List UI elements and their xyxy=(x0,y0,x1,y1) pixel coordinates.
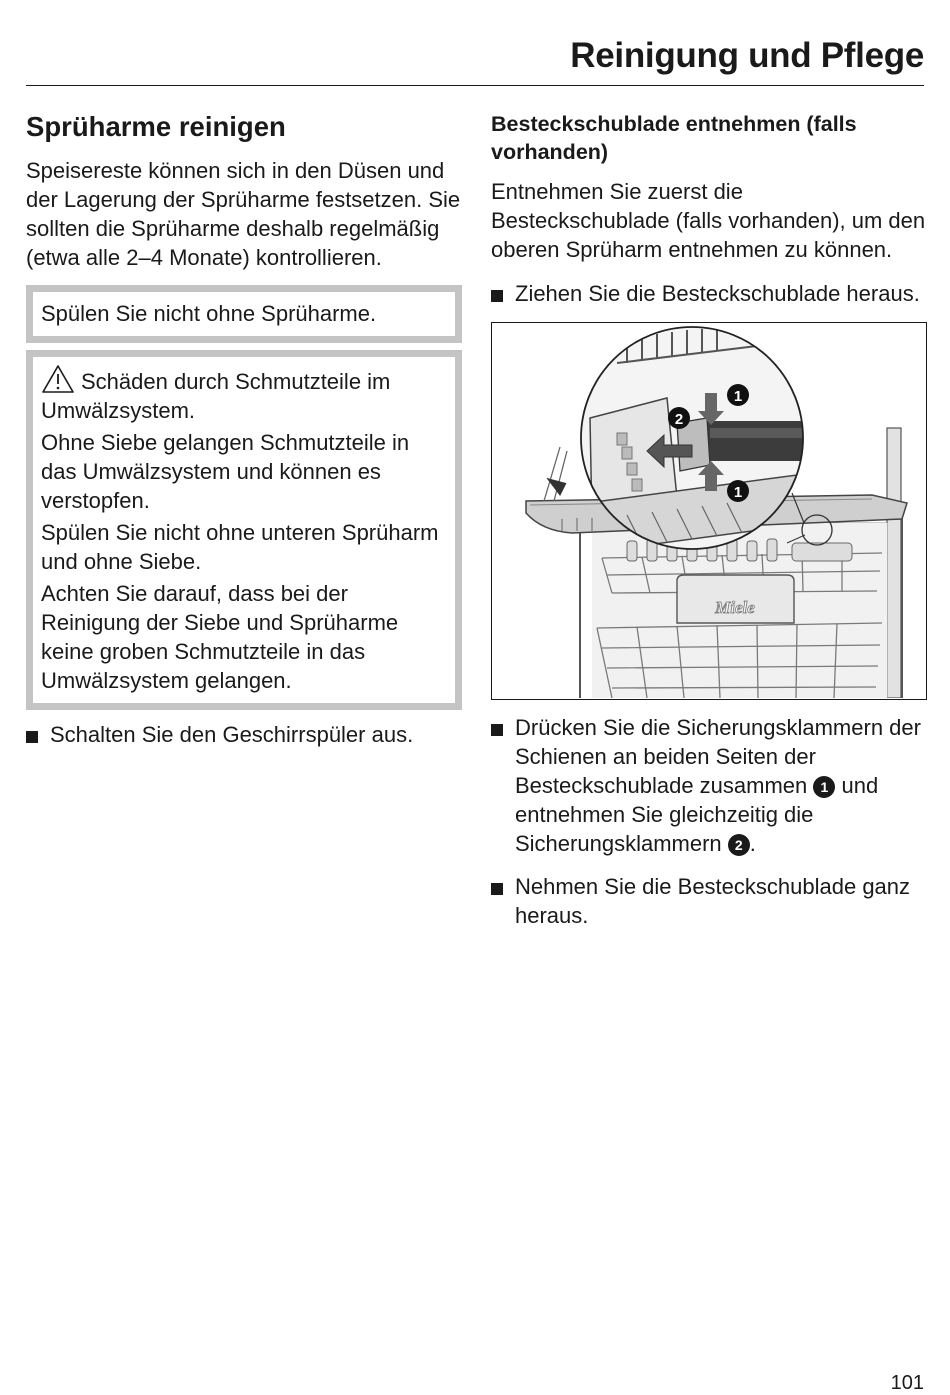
subsection-heading: Besteckschublade entnehmen (falls vorhanden) xyxy=(491,112,857,164)
step-bullet xyxy=(491,872,927,930)
step-bullet xyxy=(491,279,927,308)
brand-logo: Miele xyxy=(715,598,755,617)
step-text: Nehmen Sie die Besteckschublade ganz heraus. xyxy=(515,874,911,928)
dishwasher-drawing xyxy=(492,323,925,698)
svg-text:1: 1 xyxy=(733,388,743,405)
svg-text:2: 2 xyxy=(674,411,684,428)
warning-paragraph: Achten Sie darauf, dass bei der Reinigung der Siebe und Sprüharme keine groben Schmutzteile in das Umwälzsystem gelangen. xyxy=(41,581,399,693)
warning-paragraph: Ohne Siebe gelangen Schmutzteile in das Umwälzsystem und können es verstopfen. xyxy=(41,430,410,513)
step-text: . xyxy=(749,831,756,856)
svg-text:1: 1 xyxy=(733,484,743,501)
step-text: Schalten Sie den Geschirrspüler aus. xyxy=(50,722,414,747)
warning-title: Schäden durch Schmutzteile im Umwälzsystem. xyxy=(41,369,391,423)
step-text: Ziehen Sie die Besteckschublade heraus. xyxy=(515,281,920,306)
step-number-badge: 2 xyxy=(728,834,750,856)
marker-1-bottom xyxy=(727,480,749,502)
left-column xyxy=(26,110,462,749)
warning-box xyxy=(26,350,462,710)
step-number-badge: 1 xyxy=(813,776,835,798)
right-column xyxy=(491,110,927,930)
marker-1-top xyxy=(727,384,749,406)
intro-paragraph: Entnehmen Sie zuerst die Besteckschublade (falls vorhanden), um den oberen Sprüharm entnehmen zu können. xyxy=(491,179,926,262)
page-number: 101 xyxy=(890,1372,924,1394)
warning-triangle-icon xyxy=(41,364,75,394)
note-box xyxy=(26,285,462,343)
intro-paragraph: Speisereste können sich in den Düsen und der Lagerung der Sprüharme festsetzen. Sie sollten die Sprüharme deshalb regelmäßig (etwa alle 2–4 Monate) kontrollieren. xyxy=(26,158,461,270)
section-heading: Sprüharme reinigen xyxy=(26,111,286,142)
page-header-title: Reinigung und Pflege xyxy=(570,36,924,75)
warning-paragraph: Spülen Sie nicht ohne unteren Sprüharm und ohne Siebe. xyxy=(41,520,439,574)
step-bullet xyxy=(491,713,927,858)
marker-2 xyxy=(668,407,690,429)
cutlery-tray-illustration xyxy=(491,322,927,700)
note-text: Spülen Sie nicht ohne Sprüharme. xyxy=(41,301,377,326)
header-divider xyxy=(26,85,924,86)
step-bullet xyxy=(26,720,462,749)
step-text: und entnehmen Sie gleichzeitig die Sicherungsklammern xyxy=(515,773,879,856)
step-text: Drücken Sie die Sicherungsklammern der Schienen an beiden Seiten der Besteckschublade zusammen xyxy=(515,715,921,798)
